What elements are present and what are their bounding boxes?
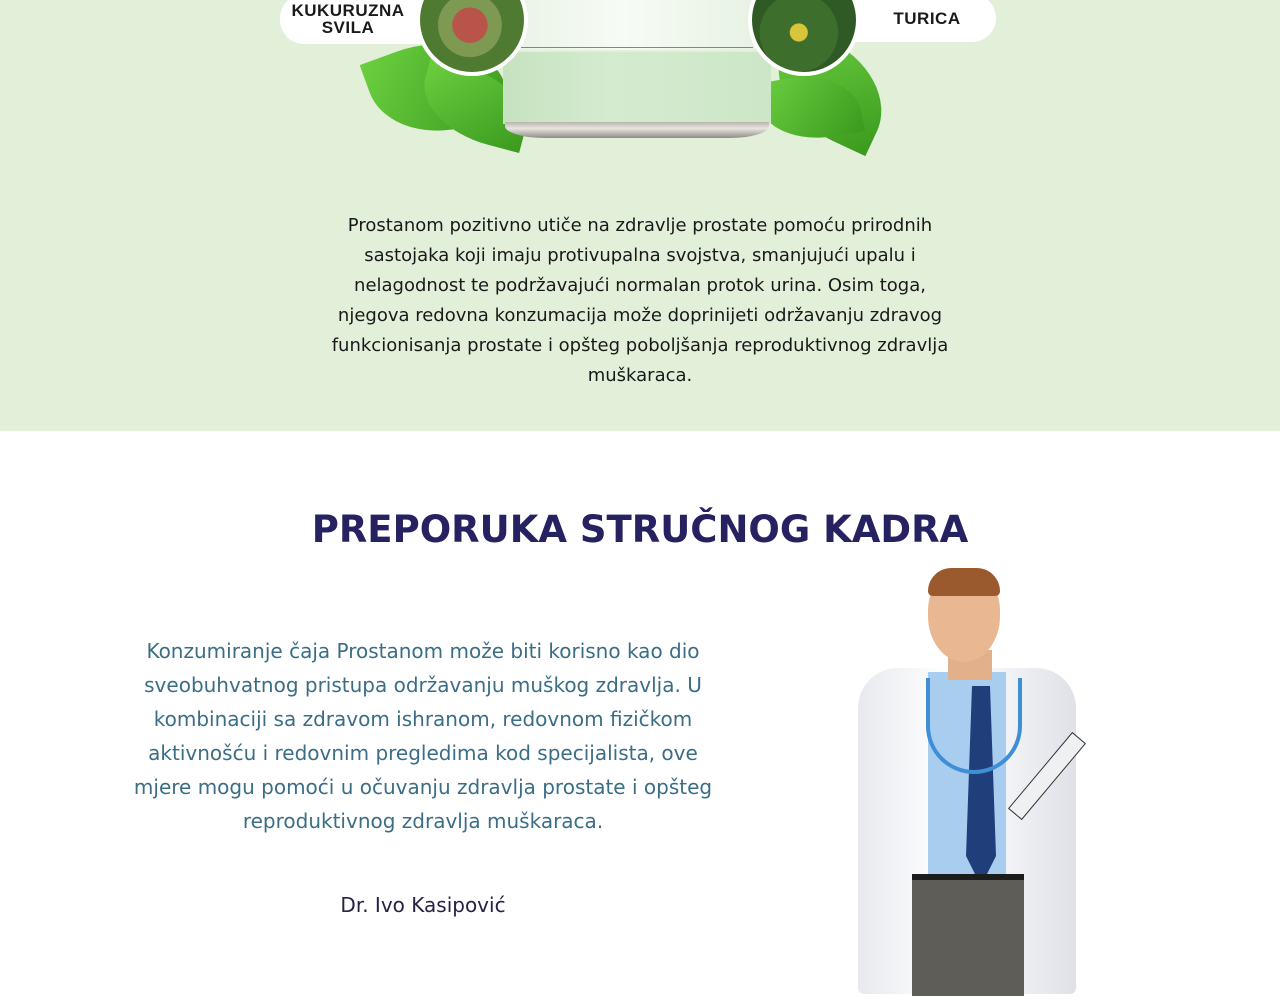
expert-signature: Dr. Ivo Kasipović	[340, 893, 506, 917]
section-title: PREPORUKA STRUČNOG KADRA	[311, 508, 969, 551]
product-jar-image	[503, 0, 771, 140]
product-description: Prostanom pozitivno utiče na zdravlje prostate pomoću prirodnih sastojaka koji imaju protivupalna svojstva, smanjujući upalu i nelagodnost te podržavajući normalan protok urina. Osim toga, njegova redovna konzumacija može doprinijeti održavanju zdravog funkcionisanja prostate i opšteg poboljšanja reproduktivnog zdravlja muškaraca.	[331, 215, 949, 386]
stethoscope-icon	[926, 678, 1022, 774]
ingredient-label: SVILA	[321, 18, 375, 37]
expert-quote: Konzumiranje čaja Prostanom može biti korisno kao dio sveobuhvatnog pristupa održavanju muškog zdravlja. U kombinaciji sa zdravom ishranom, redovnom fizičkom aktivnošću i redovnim pregledima kod specijalista, ove mjere mogu pomoći u očuvanju zdravlja prostate i opšteg reproduktivnog zdravlja muškaraca.	[133, 639, 713, 833]
ingredient-label: TURICA	[893, 8, 961, 28]
doctor-photo	[850, 568, 1110, 996]
ingredients-section	[0, 0, 1280, 431]
ingredient-label: KUKURUZNA	[291, 1, 405, 20]
